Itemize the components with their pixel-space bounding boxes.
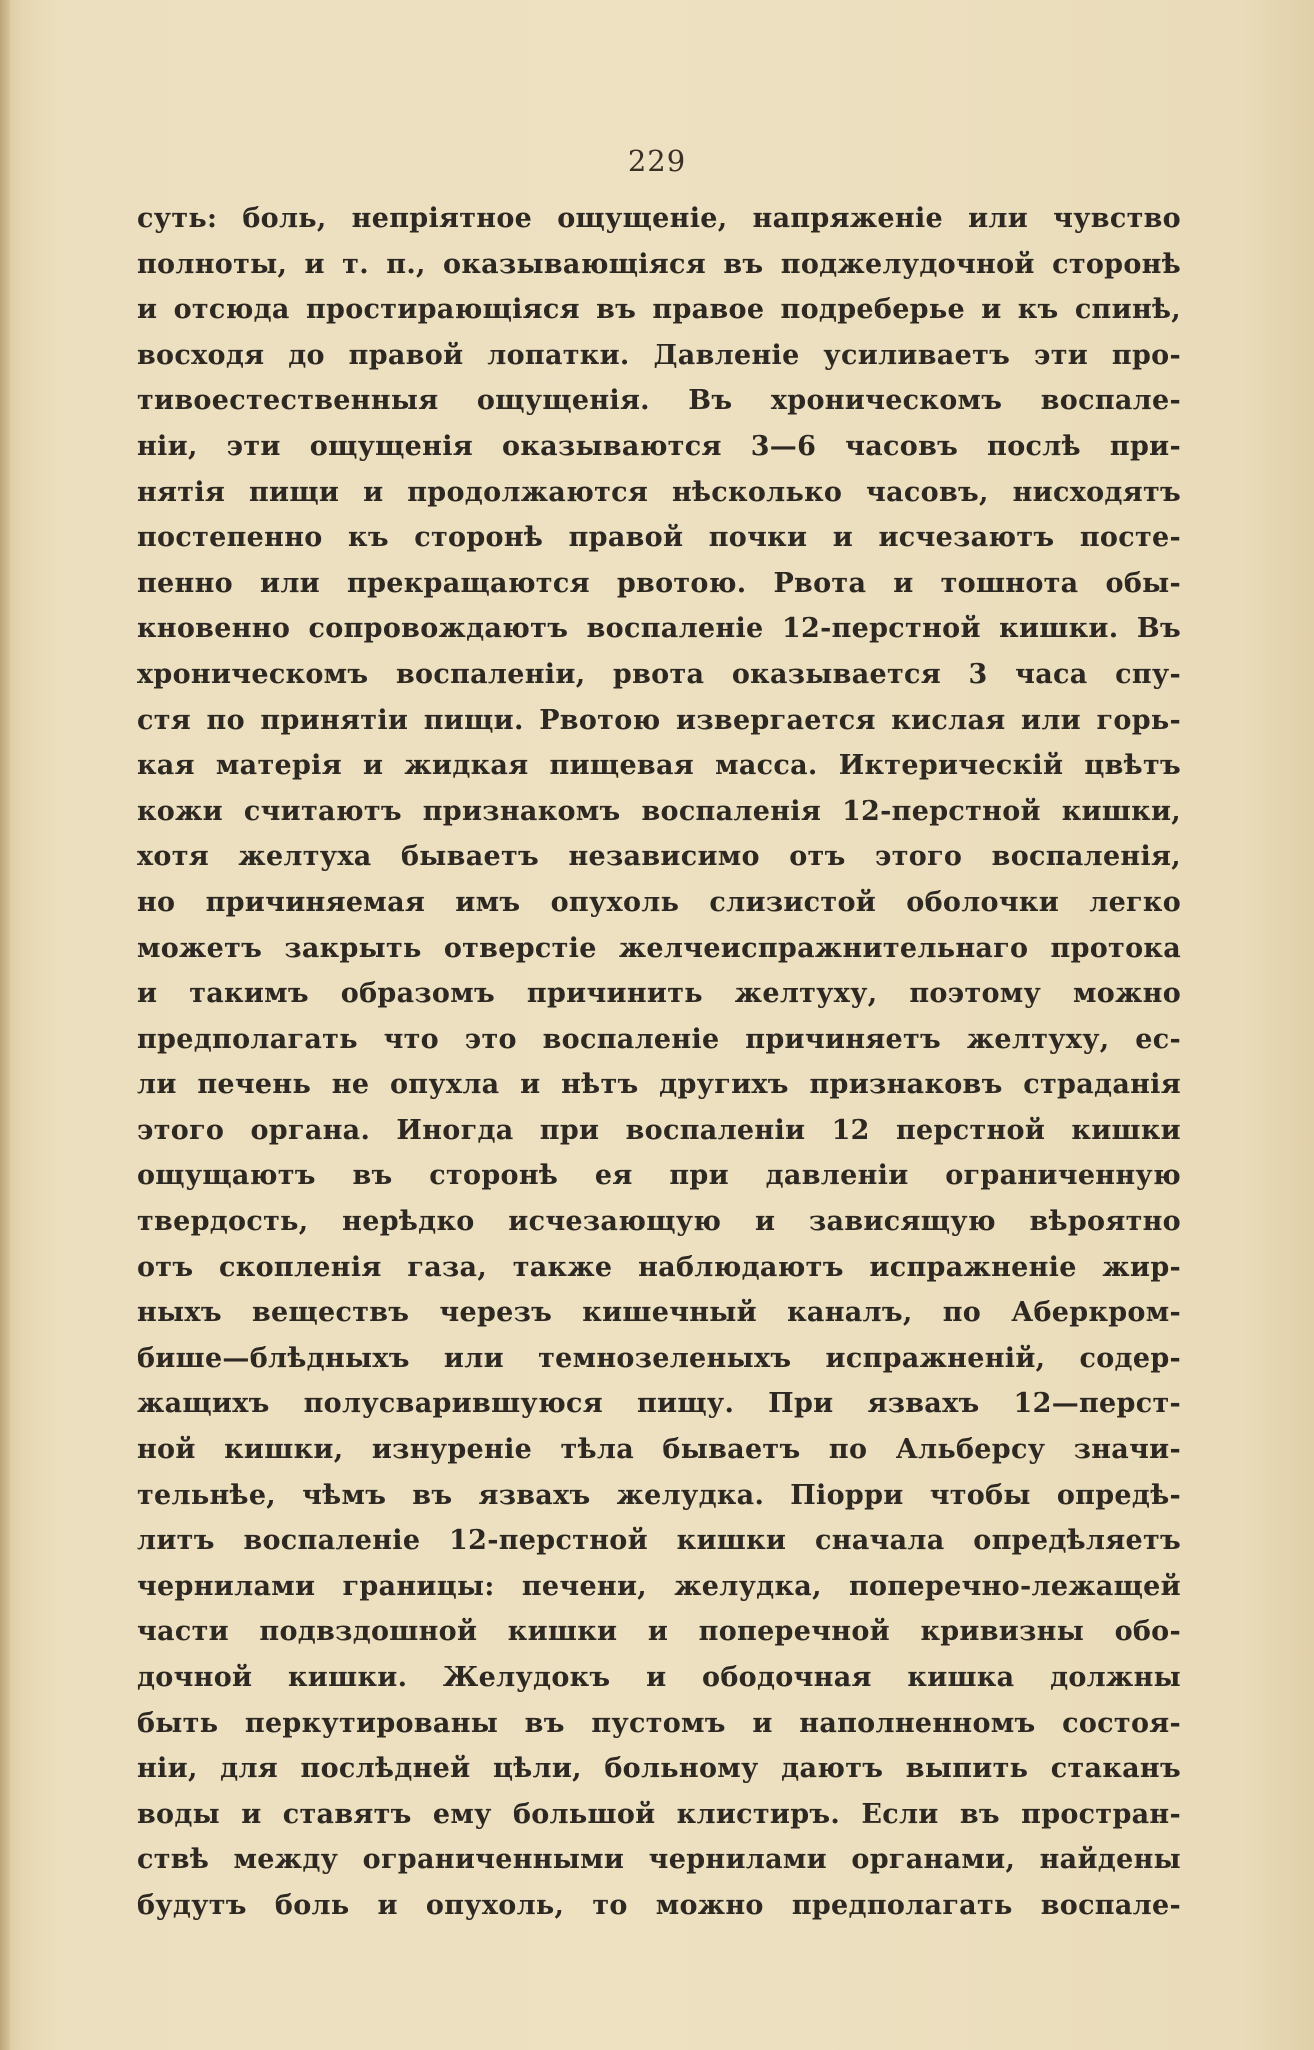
text-line: тельнѣе, чѣмъ въ язвахъ желудка. Піорри чтобы опредѣ-	[137, 1479, 1181, 1511]
text-line: кновенно сопровождаютъ воспаленіе 12-перстной кишки. Въ	[137, 613, 1181, 645]
text-line: но причиняемая имъ опухоль слизистой оболочки легко	[137, 886, 1181, 918]
text-line: ныхъ веществъ черезъ кишечный каналъ, по Аберкром-	[137, 1297, 1181, 1329]
text-line: хроническомъ воспаленіи, рвота оказывается 3 часа спу-	[137, 658, 1181, 690]
text-line: ніи, для послѣдней цѣли, больному даютъ выпить стаканъ	[137, 1753, 1181, 1785]
text-line: ной кишки, изнуреніе тѣла бываетъ по Альберсу значи-	[137, 1434, 1181, 1466]
text-line: дочной кишки. Желудокъ и ободочная кишка должны	[137, 1662, 1181, 1693]
text-line: воды и ставятъ ему большой клистиръ. Если въ простран-	[137, 1798, 1181, 1830]
text-line: нятія пищи и продолжаются нѣсколько часовъ, нисходятъ	[137, 476, 1181, 508]
body-text	[137, 196, 1181, 1929]
text-line: постепенно къ сторонѣ правой почки и исчезаютъ посте-	[137, 522, 1181, 554]
text-line: ощущаютъ въ сторонѣ ея при давленіи ограниченную	[137, 1160, 1181, 1192]
text-line: ніи, эти ощущенія оказываются 3—6 часовъ послѣ при-	[137, 430, 1181, 462]
text-line: твердость, нерѣдко исчезающую и зависящую вѣроятно	[137, 1206, 1181, 1238]
page-binding-edge	[0, 0, 10, 2050]
text-line: стя по принятіи пищи. Рвотою извергается кислая или горь-	[137, 704, 1181, 736]
text-line: жащихъ полусварившуюся пищу. При язвахъ 12—перст-	[137, 1388, 1181, 1420]
text-line: бише—блѣдныхъ или темнозеленыхъ испражненій, содер-	[137, 1342, 1181, 1374]
text-line: и отсюда простирающіяся въ правое подреберье и къ спинѣ,	[137, 294, 1181, 326]
text-line: полноты, и т. п., оказывающіяся въ поджелудочной сторонѣ	[137, 248, 1181, 280]
page-number: 229	[627, 144, 687, 178]
text-line: этого органа. Иногда при воспаленіи 12 перстной кишки	[137, 1114, 1181, 1146]
text-line: тивоестественныя ощущенія. Въ хроническомъ воспале-	[137, 385, 1181, 417]
text-line: чернилами границы: печени, желудка, поперечно-лежащей	[137, 1570, 1181, 1602]
text-line: и такимъ образомъ причинить желтуху, поэтому можно	[137, 978, 1181, 1010]
text-line: отъ скопленія газа, также наблюдаютъ испражненіе жир-	[137, 1251, 1181, 1283]
text-line: хотя желтуха бываетъ независимо отъ этого воспаленія,	[137, 841, 1181, 873]
text-line: можетъ закрыть отверстіе желчеиспражнительнаго протока	[137, 932, 1181, 964]
text-line: части подвздошной кишки и поперечной кривизны обо-	[137, 1616, 1181, 1648]
text-line: будутъ боль и опухоль, то можно предполагать воспале-	[137, 1889, 1181, 1921]
text-line: восходя до правой лопатки. Давленіе усиливаетъ эти про-	[137, 339, 1181, 371]
text-line: пенно или прекращаются рвотою. Рвота и тошнота обы-	[137, 567, 1181, 599]
text-line: предполагать что это воспаленіе причиняетъ желтуху, ес-	[137, 1023, 1181, 1055]
text-line: суть: боль, непріятное ощущеніе, напряженіе или чувство	[137, 203, 1181, 234]
text-line: ли печень не опухла и нѣтъ другихъ признаковъ страданія	[137, 1069, 1181, 1101]
text-line: кая матерія и жидкая пищевая масса. Иктерическій цвѣтъ	[137, 750, 1181, 782]
text-line: быть перкутированы въ пустомъ и наполненномъ состоя-	[137, 1707, 1181, 1739]
text-line: ствѣ между ограниченными чернилами органами, найдены	[137, 1844, 1181, 1876]
text-line: кожи считаютъ признакомъ воспаленія 12-перстной кишки,	[137, 795, 1181, 827]
text-line: литъ воспаленіе 12-перстной кишки сначала опредѣляетъ	[137, 1525, 1181, 1557]
